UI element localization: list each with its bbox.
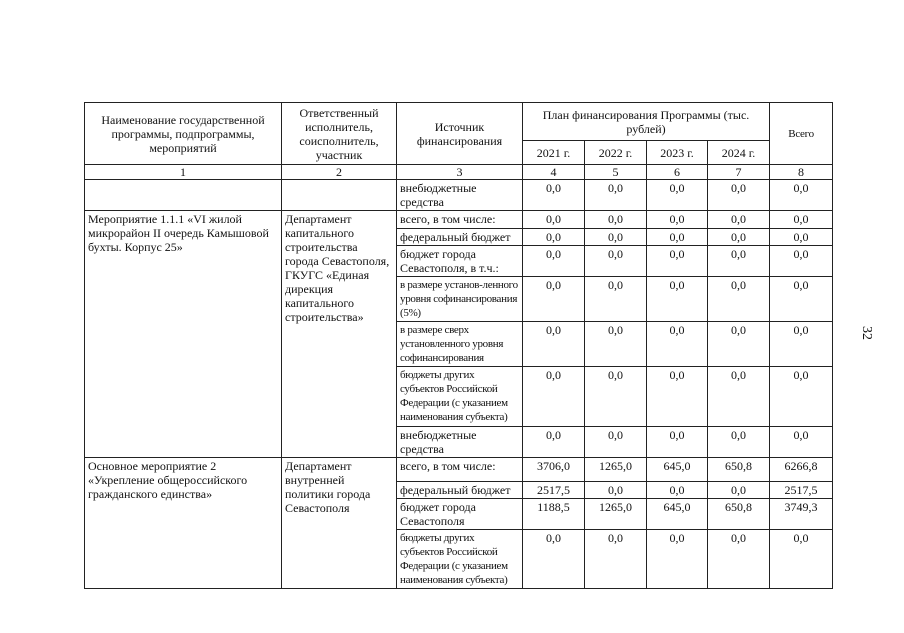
empty-cell (85, 180, 282, 211)
value-cell: 645,0 (647, 458, 708, 482)
value-cell: 0,0 (647, 211, 708, 229)
value-cell: 0,0 (770, 322, 833, 367)
value-cell: 0,0 (585, 211, 647, 229)
value-cell: 0,0 (585, 482, 647, 499)
source-cell: бюджеты других субъектов Российской Федерации (с указанием наименования субъекта) (397, 530, 523, 589)
value-cell: 0,0 (647, 482, 708, 499)
value-cell: 0,0 (585, 322, 647, 367)
header-year-2022: 2022 г. (585, 141, 647, 165)
value-cell: 0,0 (585, 180, 647, 211)
value-cell: 650,8 (708, 458, 770, 482)
value-cell: 0,0 (770, 180, 833, 211)
value-cell: 0,0 (770, 277, 833, 322)
value-cell: 0,0 (647, 180, 708, 211)
value-cell: 0,0 (770, 427, 833, 458)
header-plan: План финансирования Программы (тыс. рублей) (523, 103, 770, 141)
value-cell: 0,0 (523, 277, 585, 322)
value-cell: 2517,5 (770, 482, 833, 499)
value-cell: 0,0 (585, 367, 647, 427)
column-numbers-row (85, 165, 833, 180)
source-cell: федеральный бюджет (397, 229, 523, 246)
col-number-5: 5 (585, 165, 647, 180)
value-cell: 0,0 (647, 229, 708, 246)
value-cell: 0,0 (708, 277, 770, 322)
header-responsible: Ответственный исполнитель, соисполнитель, участник (282, 103, 397, 165)
responsible-cell: Департамент внутренней политики города Севастополя (282, 458, 397, 589)
value-cell: 2517,5 (523, 482, 585, 499)
col-number-2: 2 (282, 165, 397, 180)
value-cell: 0,0 (770, 246, 833, 277)
value-cell: 0,0 (585, 530, 647, 589)
value-cell: 0,0 (523, 211, 585, 229)
value-cell: 1265,0 (585, 499, 647, 530)
value-cell: 0,0 (523, 322, 585, 367)
value-cell: 6266,8 (770, 458, 833, 482)
value-cell: 0,0 (770, 367, 833, 427)
value-cell: 1188,5 (523, 499, 585, 530)
value-cell: 0,0 (647, 427, 708, 458)
source-cell: внебюджетные средства (397, 427, 523, 458)
value-cell: 0,0 (523, 530, 585, 589)
value-cell: 0,0 (770, 211, 833, 229)
value-cell: 0,0 (647, 322, 708, 367)
value-cell: 0,0 (647, 530, 708, 589)
header-year-2023: 2023 г. (647, 141, 708, 165)
source-cell: бюджеты других субъектов Российской Федерации (с указанием наименования субъекта) (397, 367, 523, 427)
source-cell: бюджет города Севастополя (397, 499, 523, 530)
value-cell: 0,0 (708, 211, 770, 229)
value-cell: 0,0 (708, 229, 770, 246)
value-cell: 0,0 (523, 367, 585, 427)
value-cell: 645,0 (647, 499, 708, 530)
value-cell: 0,0 (585, 277, 647, 322)
value-cell: 0,0 (647, 367, 708, 427)
value-cell: 0,0 (770, 229, 833, 246)
header-year-2021: 2021 г. (523, 141, 585, 165)
responsible-cell: Департамент капитального строительства города Севастополя, ГКУГС «Единая дирекция капитального строительства» (282, 211, 397, 458)
value-cell: 3706,0 (523, 458, 585, 482)
value-cell: 0,0 (708, 530, 770, 589)
col-number-4: 4 (523, 165, 585, 180)
col-number-7: 7 (708, 165, 770, 180)
table-row (85, 458, 833, 482)
table-row (85, 211, 833, 229)
value-cell: 0,0 (585, 246, 647, 277)
value-cell: 0,0 (585, 229, 647, 246)
value-cell: 0,0 (708, 367, 770, 427)
value-cell: 0,0 (523, 427, 585, 458)
header-total: Всего (770, 103, 833, 165)
source-cell: в размере установ-ленного уровня софинансирования (5%) (397, 277, 523, 322)
source-cell: всего, в том числе: (397, 211, 523, 229)
value-cell: 0,0 (647, 246, 708, 277)
source-cell: бюджет города Севастополя, в т.ч.: (397, 246, 523, 277)
value-cell: 0,0 (708, 180, 770, 211)
source-cell: всего, в том числе: (397, 458, 523, 482)
program-name-cell: Мероприятие 1.1.1 «VI жилой микрорайон II очередь Камышовой бухты. Корпус 25» (85, 211, 282, 458)
value-cell: 0,0 (647, 277, 708, 322)
empty-cell (282, 180, 397, 211)
value-cell: 0,0 (708, 427, 770, 458)
col-number-6: 6 (647, 165, 708, 180)
value-cell: 650,8 (708, 499, 770, 530)
header-source: Источник финансирования (397, 103, 523, 165)
source-cell: в размере сверх установленного уровня софинансирования (397, 322, 523, 367)
col-number-3: 3 (397, 165, 523, 180)
value-cell: 0,0 (523, 246, 585, 277)
table-row (85, 180, 833, 211)
value-cell: 0,0 (708, 246, 770, 277)
value-cell: 0,0 (585, 427, 647, 458)
page-number: 32 (859, 326, 874, 340)
source-cell: внебюджетные средства (397, 180, 523, 211)
col-number-8: 8 (770, 165, 833, 180)
header-row-1 (85, 103, 833, 141)
program-name-cell: Основное мероприятие 2 «Укрепление общероссийского гражданского единства» (85, 458, 282, 589)
value-cell: 0,0 (523, 229, 585, 246)
value-cell: 0,0 (523, 180, 585, 211)
value-cell: 0,0 (708, 322, 770, 367)
value-cell: 0,0 (708, 482, 770, 499)
header-name: Наименование государственной программы, подпрограммы, мероприятий (85, 103, 282, 165)
value-cell: 0,0 (770, 530, 833, 589)
header-year-2024: 2024 г. (708, 141, 770, 165)
value-cell: 3749,3 (770, 499, 833, 530)
value-cell: 1265,0 (585, 458, 647, 482)
col-number-1: 1 (85, 165, 282, 180)
financing-table (84, 102, 833, 589)
source-cell: федеральный бюджет (397, 482, 523, 499)
